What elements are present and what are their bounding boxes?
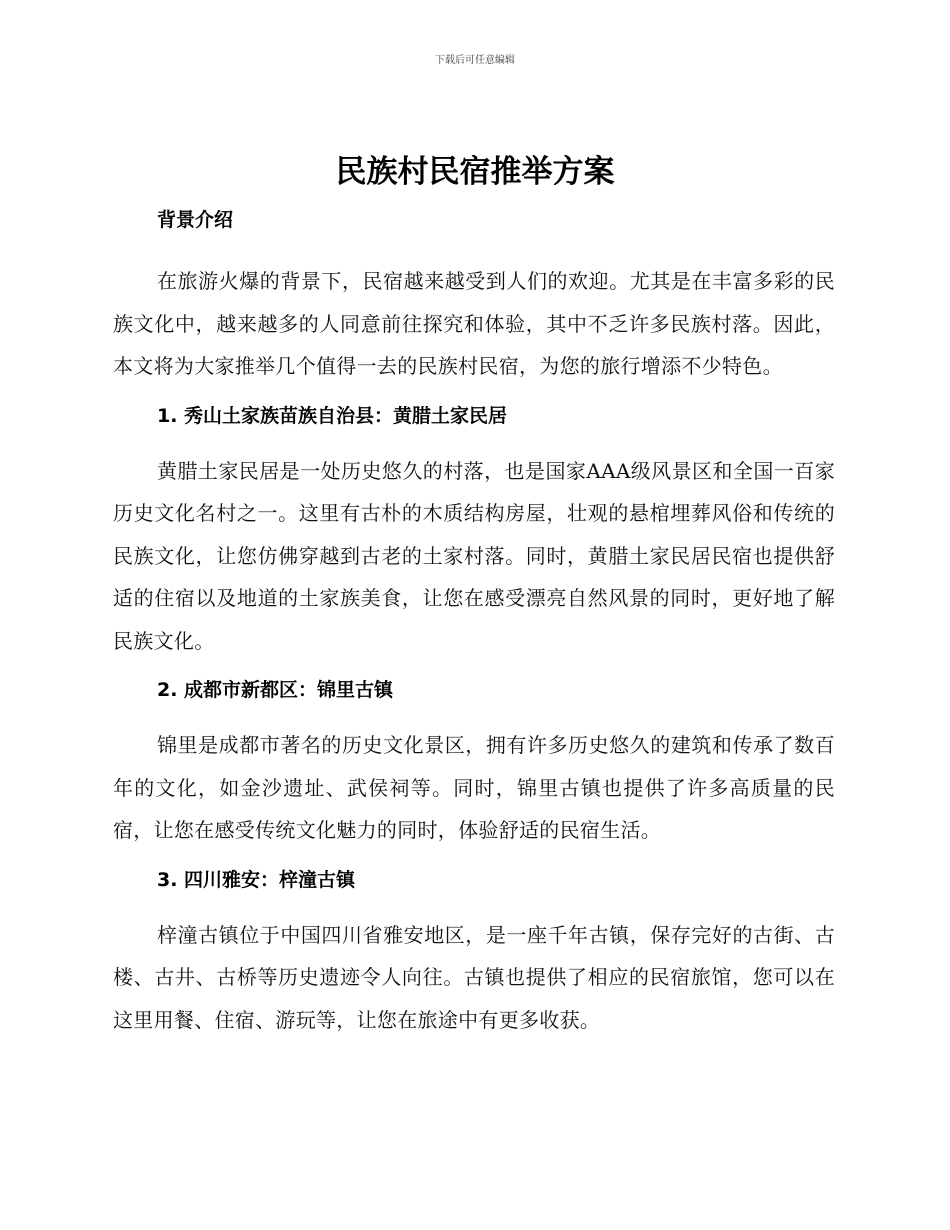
section-heading-3: 3. 四川雅安：梓潼古镇 xyxy=(157,868,356,891)
section-heading-1: 1. 秀山土家族苗族自治县：黄腊土家民居 xyxy=(157,404,508,427)
section-paragraph-2: 锦里是成都市著名的历史文化景区，拥有许多历史悠久的建筑和传承了数百年的文化，如金沙遗址、武侯祠等。同时，锦里古镇也提供了许多高质量的民宿，让您在感受传统文化魅力的同时，体验舒适的民宿生活。 xyxy=(113,733,835,842)
intro-paragraph: 在旅游火爆的背景下，民宿越来越受到人们的欢迎。尤其是在丰富多彩的民族文化中，越来越多的人同意前往探究和体验，其中不乏许多民族村落。因此，本文将为大家推举几个值得一去的民族村民宿，为您的旅行增添不少特色。 xyxy=(113,269,835,378)
section-heading-2: 2. 成都市新都区：锦里古镇 xyxy=(157,679,394,701)
page-header-note: 下载后可任意编辑 xyxy=(435,55,515,66)
document-body xyxy=(113,204,835,1041)
section-paragraph-3: 梓潼古镇位于中国四川省雅安地区，是一座千年古镇，保存完好的古街、古楼、古井、古桥等历史遗迹令人向往。古镇也提供了相应的民宿旅馆，您可以在这里用餐、住宿、游玩等，让您在旅途中有更多收获。 xyxy=(113,922,835,1032)
intro-heading: 背景介绍 xyxy=(157,209,234,231)
document-title: 民族村民宿推举方案 xyxy=(335,154,615,190)
section-paragraph-1: 黄腊土家民居是一处历史悠久的村落，也是国家AAA级风景区和全国一百家历史文化名村之一。这里有古朴的木质结构房屋，壮观的悬棺埋葬风俗和传统的民族文化，让您仿佛穿越到古老的土家村落。同时，黄腊土家民居民宿也提供舒适的住宿以及地道的土家族美食，让您在感受漂亮自然风景的同时，更好地了解民族文化。 xyxy=(113,458,835,653)
